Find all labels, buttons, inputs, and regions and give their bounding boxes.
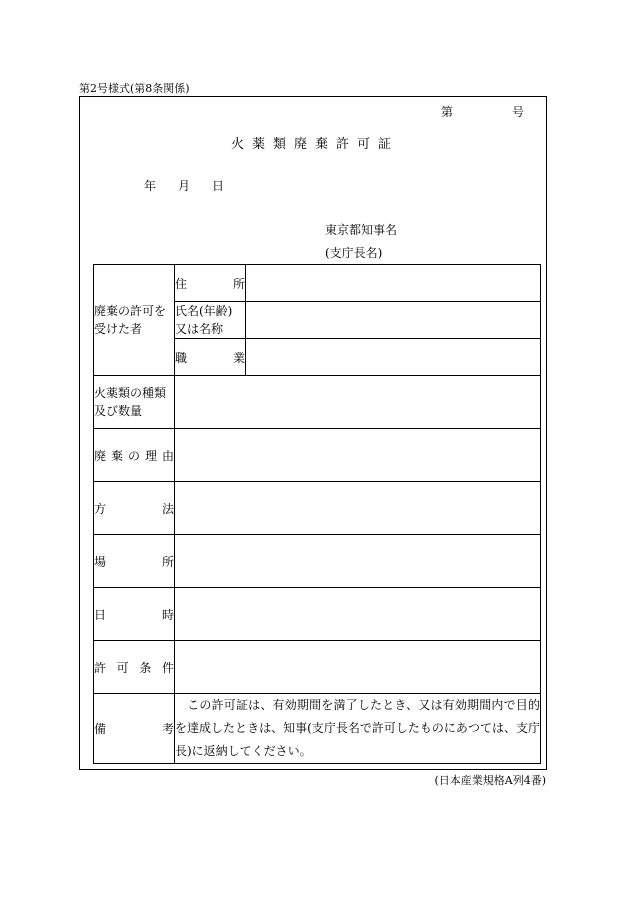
datetime-value bbox=[175, 588, 541, 641]
date-day: 日 bbox=[212, 179, 225, 193]
date-year: 年 bbox=[144, 179, 157, 193]
remarks-text: この許可証は、有効期間を満了したとき、又は有効期間内で目的を達成したときは、知事(支庁長名で許可したものにあつては、支庁長)に返納してください。 bbox=[175, 694, 541, 764]
remarks-label: 備 考 bbox=[94, 694, 175, 764]
datetime-label: 日 時 bbox=[94, 588, 175, 641]
name-value bbox=[246, 302, 541, 339]
holder-label-line2: 受けた者 bbox=[94, 322, 143, 336]
address-value bbox=[246, 265, 541, 302]
issuer-name: 東京都知事名 bbox=[325, 223, 398, 237]
place-value bbox=[175, 535, 541, 588]
holder-label-line1: 廃棄の許可を bbox=[94, 304, 167, 318]
issuer-branch: (支庁長名) bbox=[325, 246, 383, 260]
number-go: 号 bbox=[512, 105, 525, 119]
occupation-label: 職 業 bbox=[175, 339, 246, 376]
date-month: 月 bbox=[178, 179, 191, 193]
holder-label bbox=[94, 265, 175, 376]
kind-value bbox=[175, 376, 541, 429]
conditions-value bbox=[175, 641, 541, 694]
page-title: 火薬類廃棄許可証 bbox=[230, 137, 399, 152]
method-value bbox=[175, 482, 541, 535]
place-label: 場 所 bbox=[94, 535, 175, 588]
method-label: 方 法 bbox=[94, 482, 175, 535]
jis-note: (日本産業規格A列4番) bbox=[434, 774, 546, 787]
occupation-value bbox=[246, 339, 541, 376]
kind-label: 火薬類の種類 及び数量 bbox=[94, 376, 175, 429]
number-dai: 第 bbox=[441, 105, 454, 119]
conditions-label: 許 可 条 件 bbox=[94, 641, 175, 694]
permit-table bbox=[93, 264, 541, 764]
reason-label: 廃 棄 の 理 由 bbox=[94, 429, 175, 482]
form-label: 第2号様式(第8条関係) bbox=[79, 82, 190, 95]
name-label: 氏名(年齢) 又は名称 bbox=[175, 302, 246, 339]
address-label: 住 所 bbox=[175, 265, 246, 302]
reason-value bbox=[175, 429, 541, 482]
